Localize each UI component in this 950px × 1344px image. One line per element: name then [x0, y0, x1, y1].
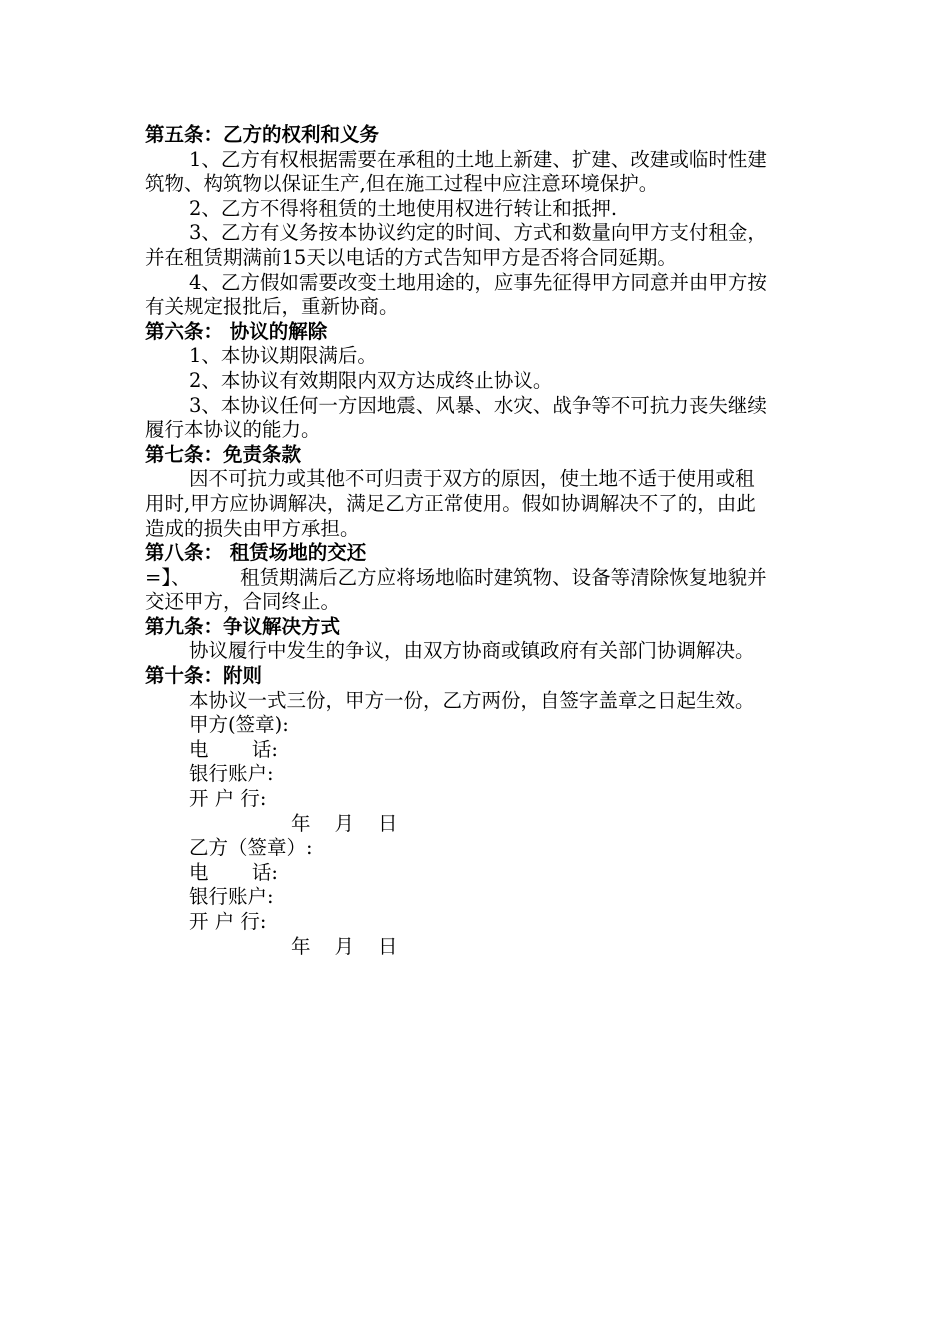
date-day: 日	[378, 934, 398, 958]
date-year: 年	[291, 934, 311, 958]
party-a-date-line	[145, 812, 855, 837]
party-b-bank-label: 开 户 行:	[189, 910, 267, 933]
date-month: 月	[334, 811, 355, 835]
party-a-bank-label: 开 户 行:	[189, 787, 267, 811]
section-heading: 第七条：免责条款	[145, 442, 302, 466]
paragraph-line: 2、乙方不得将租赁的土地使用权进行转让和抵押.	[189, 196, 618, 220]
paragraph-line: 4、乙方假如需要改变土地用途的，应事先征得甲方同意并由甲方按	[189, 270, 767, 294]
paragraph-line: 3、本协议任何一方因地震、风暴、水灾、战争等不可抗力丧失继续	[189, 393, 767, 417]
paragraph-line: 1、乙方有权根据需要在承租的土地上新建、扩建、改建或临时性建	[189, 147, 767, 171]
paragraph-line: 造成的损失由甲方承担。	[145, 516, 360, 540]
party-a-sign-label: 甲方(签章):	[189, 713, 289, 737]
party-b-phone-label: 电 话:	[189, 860, 278, 884]
section-heading: 第八条： 租赁场地的交还	[145, 541, 367, 565]
date-year: 年	[291, 811, 311, 835]
date-month: 月	[334, 934, 355, 958]
section-heading: 第五条：乙方的权利和义务	[145, 123, 380, 146]
paragraph-line: 履行本协议的能力。	[145, 418, 321, 442]
date-day: 日	[378, 811, 398, 835]
section-heading: 第十条：附则	[145, 664, 263, 688]
paragraph-line: 并在租赁期满前15天以电话的方式告知甲方是否将合同延期。	[145, 245, 677, 269]
paragraph-line: 本协议一式三份，甲方一份，乙方两份，自签字盖章之日起生效。	[189, 688, 755, 712]
section-heading: 第六条： 协议的解除	[145, 319, 328, 343]
paragraph-line: 2、本协议有效期限内双方达成终止协议。	[189, 368, 553, 392]
party-b-bank-account-label: 银行账户:	[189, 885, 274, 909]
party-b-sign-label: 乙方（签章）:	[189, 836, 313, 860]
party-a-phone-label: 电 话:	[189, 737, 278, 761]
document-page	[145, 123, 855, 959]
paragraph-line: 有关规定报批后，重新协商。	[145, 295, 399, 319]
paragraph-line: =】、 租赁期满后乙方应将场地临时建筑物、设备等清除恢复地貌并	[145, 565, 767, 589]
paragraph-line: 因不可抗力或其他不可归责于双方的原因，使土地不适于使用或租	[189, 467, 755, 491]
paragraph-line: 3、乙方有义务按本协议约定的时间、方式和数量向甲方支付租金，	[189, 221, 767, 245]
section-heading: 第九条：争议解决方式	[145, 614, 341, 638]
paragraph-line: 交还甲方，合同终止。	[145, 590, 341, 614]
party-a-bank-account-label: 银行账户:	[189, 762, 274, 786]
paragraph-line: 1、本协议期限满后。	[189, 344, 377, 368]
party-b-date-line	[145, 935, 855, 960]
paragraph-line: 用时,甲方应协调解决，满足乙方正常使用。假如协调解决不了的，由此	[145, 491, 756, 515]
paragraph-line: 协议履行中发生的争议，由双方协商或镇政府有关部门协调解决。	[189, 639, 755, 663]
paragraph-line: 筑物、构筑物以保证生产,但在施工过程中应注意环境保护。	[145, 172, 659, 196]
